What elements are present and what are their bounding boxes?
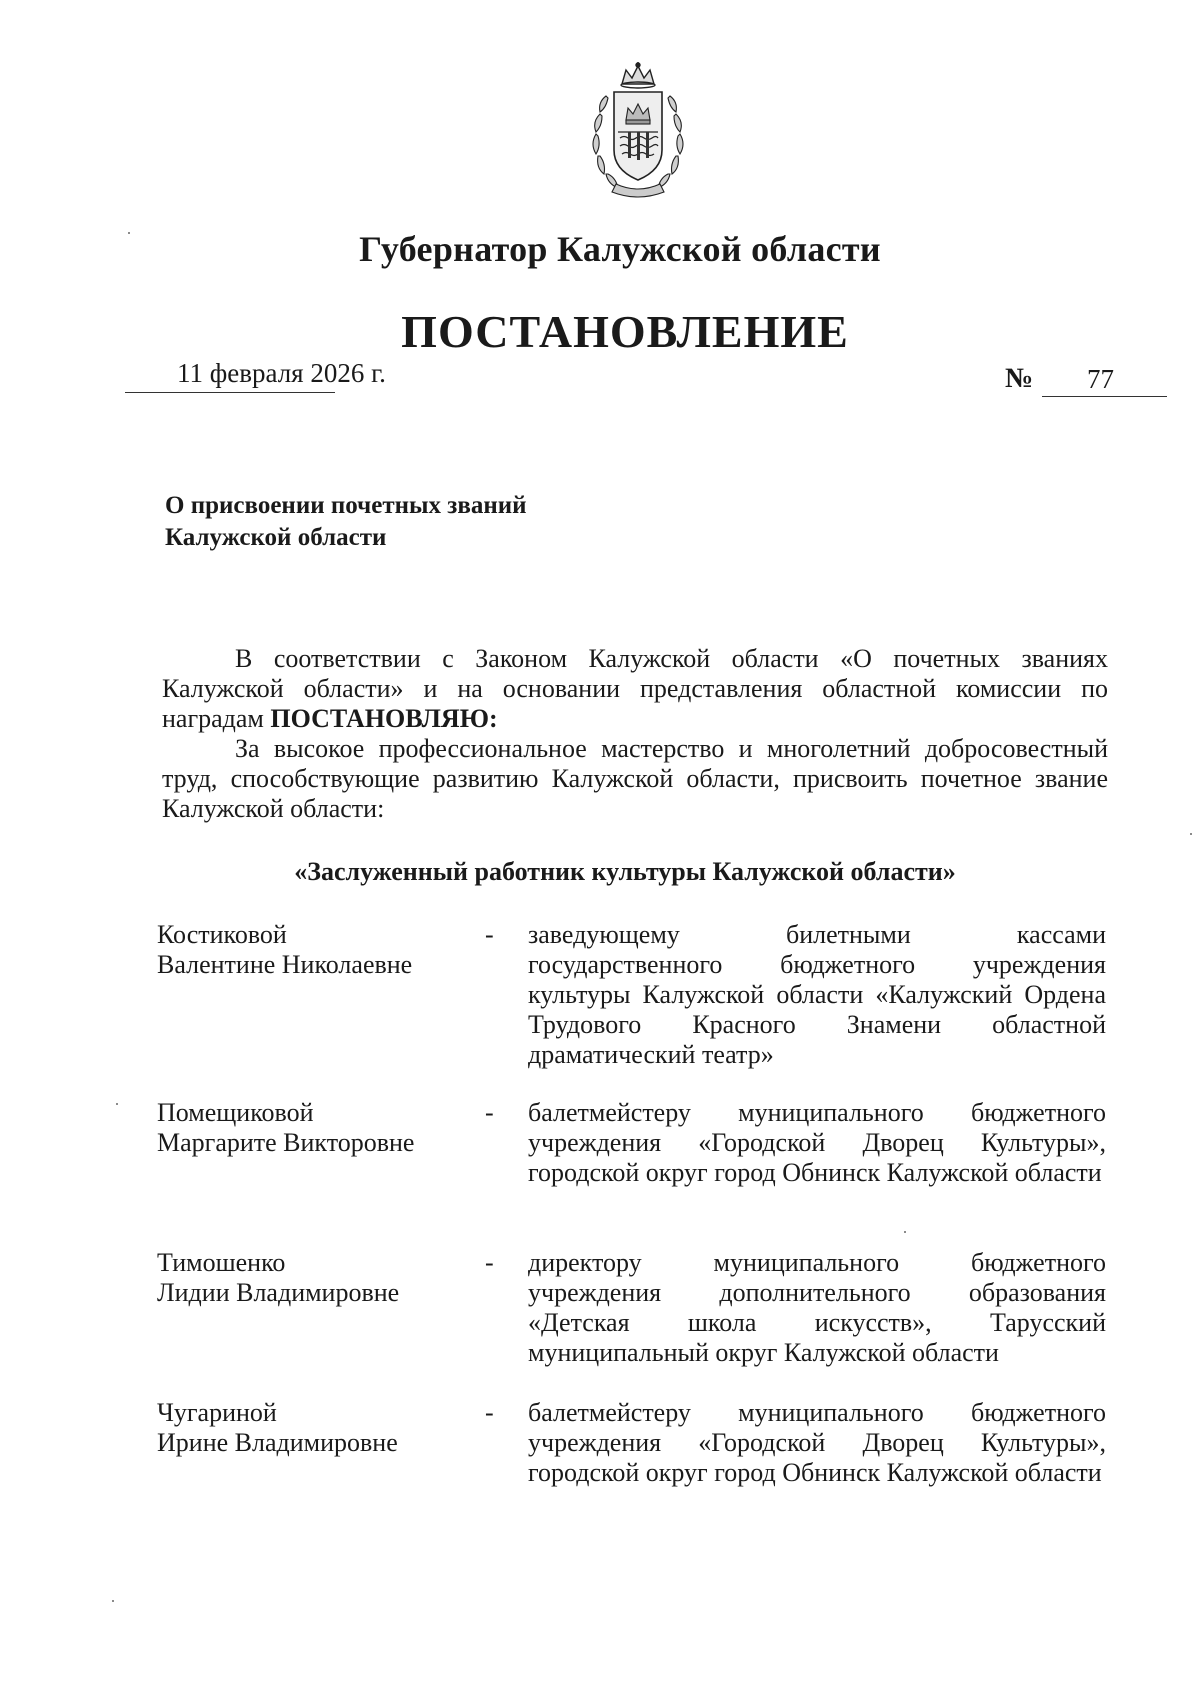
recipient-position: заведующему билетными кассами государственного бюджетного учреждения культуры Калужской области «Калужский Ордена Трудового Красного Знамени областной драматический театр»: [528, 920, 1106, 1069]
number-field: [1005, 363, 1167, 397]
recipient-given-names: Лидии Владимировне: [157, 1278, 400, 1307]
recipient-given-names: Ирине Владимировне: [157, 1428, 398, 1457]
recipient-position: директору муниципального бюджетного учреждения дополнительного образования «Детская школа искусств», Тарусский муниципальный округ Калужской области: [528, 1248, 1106, 1367]
recipient-position: балетмейстеру муниципального бюджетного учреждения «Городской Дворец Культуры», городской округ город Обнинск Калужской области: [528, 1098, 1106, 1187]
preamble-text: В соответствии с Законом Калужской области «О почетных званиях Калужской области» и на основании представления областной комиссии по наградам: [162, 644, 1108, 733]
entry-dash: -: [485, 1398, 494, 1427]
subject-line-2: Калужской области: [165, 524, 387, 551]
scan-speck: [1190, 833, 1192, 835]
recipient-position: балетмейстеру муниципального бюджетного учреждения «Городской Дворец Культуры», городской округ город Обнинск Калужской области: [528, 1398, 1106, 1487]
entry-dash: -: [485, 1098, 494, 1127]
scan-speck: [904, 1231, 906, 1233]
scan-speck: [112, 1600, 114, 1602]
recipient-surname: Чугариной: [157, 1398, 277, 1427]
award-paragraph: За высокое профессиональное мастерство и многолетний добросовестный труд, способствующие развитию Калужской области, присвоить почетное звание Калужской области:: [162, 734, 1108, 823]
recipient-name: [157, 1248, 477, 1308]
recipient-given-names: Валентине Николаевне: [157, 950, 413, 979]
resolution-keyword: ПОСТАНОВЛЯЮ:: [270, 704, 498, 733]
entry-dash: -: [485, 920, 494, 949]
scan-speck: [116, 1103, 118, 1105]
recipient-name: [157, 1398, 477, 1458]
number-underline: [1042, 396, 1167, 397]
recipient-name: [157, 1098, 477, 1158]
recipient-surname: Помещиковой: [157, 1098, 314, 1127]
entry-dash: -: [485, 1248, 494, 1277]
date-field: [125, 352, 386, 393]
document-subject: [165, 490, 527, 554]
award-title: «Заслуженный работник культуры Калужской области»: [294, 857, 956, 886]
document-date: 11 февраля 2026 г.: [177, 358, 386, 388]
document-number: 77: [1087, 364, 1114, 394]
recipient-surname: Костиковой: [157, 920, 287, 949]
preamble-paragraph: [162, 644, 1108, 734]
document-type-title: ПОСТАНОВЛЕНИЕ: [401, 306, 849, 357]
recipient-name: [157, 920, 477, 980]
kaluga-coat-of-arms-icon: [582, 62, 694, 202]
recipient-surname: Тимошенко: [157, 1248, 286, 1277]
number-sign: №: [1005, 363, 1034, 394]
subject-line-1: О присвоении почетных званий: [165, 492, 527, 519]
recipient-given-names: Маргарите Викторовне: [157, 1128, 415, 1157]
body-text: [162, 644, 1108, 824]
scan-speck: [128, 232, 130, 234]
issuing-authority: Губернатор Калужской области: [359, 229, 881, 269]
